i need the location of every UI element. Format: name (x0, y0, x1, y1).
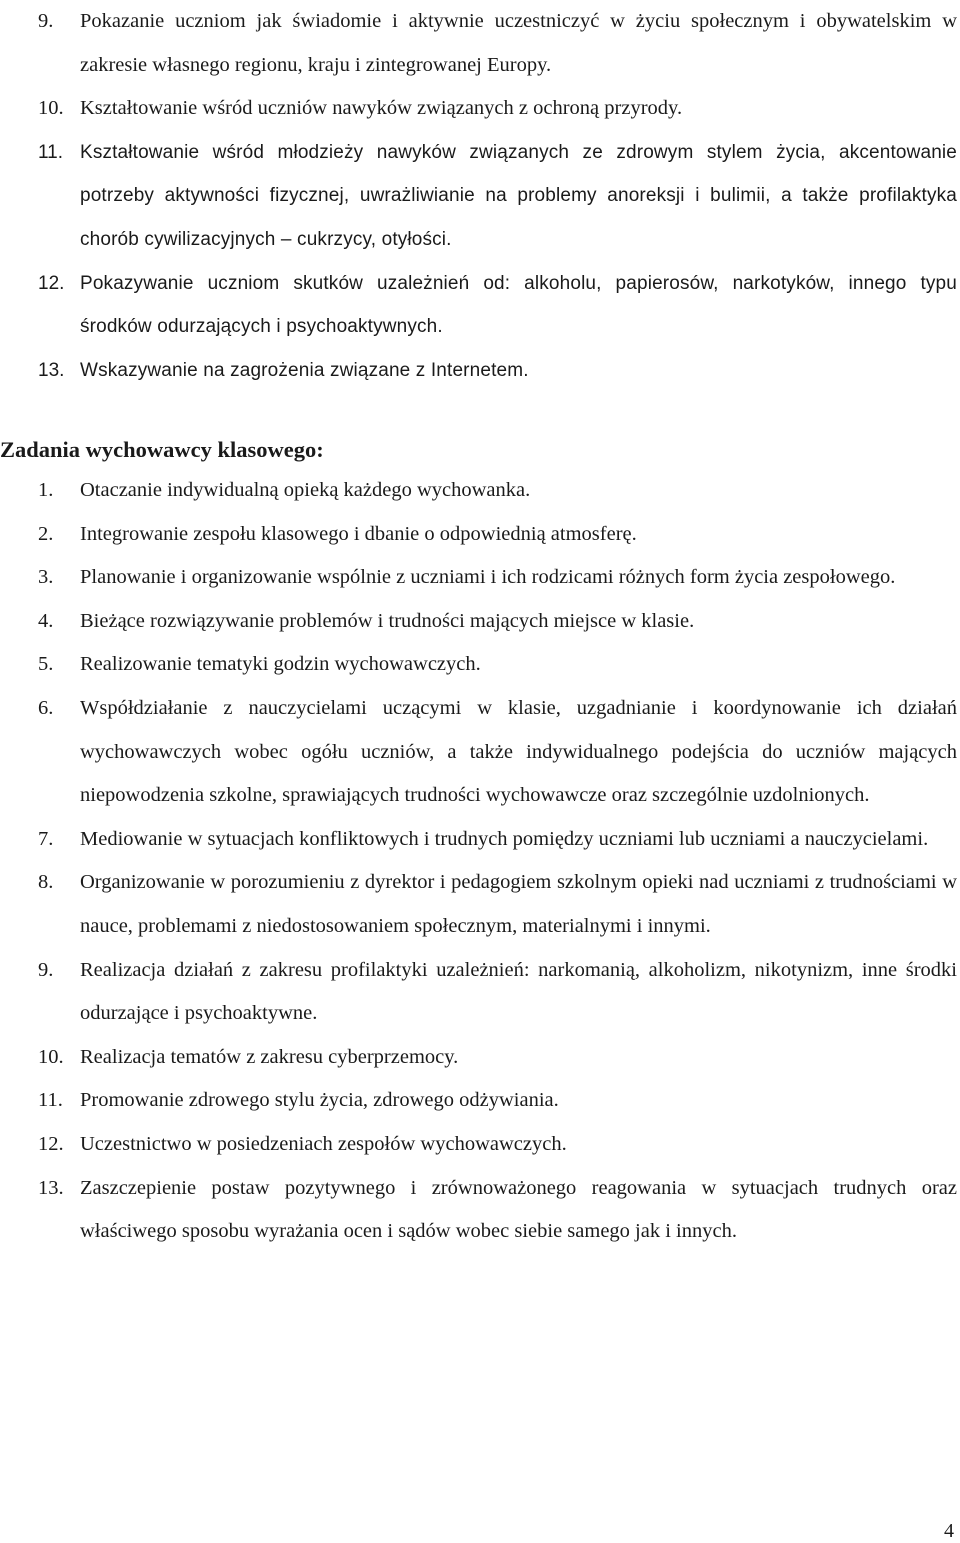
item-number: 10. (38, 97, 64, 120)
item-number: 3. (38, 566, 54, 589)
list-item (0, 1036, 957, 1080)
list-item (0, 349, 957, 393)
item-number: 9. (38, 958, 54, 981)
item-number: 11. (38, 1089, 63, 1112)
item-text: Kształtowanie wśród młodzieży nawyków związanych ze zdrowym stylem życia, akcentowanie potrzeby aktywności fizycznej, uwrażliwianie na problemy anoreksji i bulimii, a także profilaktyka chorób cywilizacyjnych – cukrzycy, otyłości. (80, 141, 957, 250)
item-text: Promowanie zdrowego stylu życia, zdrowego odżywiania. (80, 1089, 559, 1112)
item-text: Pokazanie uczniom jak świadomie i aktywnie uczestniczyć w życiu społecznym i obywatelskim w zakresie własnego regionu, kraju i zintegrowanej Europy. (80, 10, 957, 76)
item-text: Planowanie i organizowanie wspólnie z uczniami i ich rodzicami różnych form życia zespołowego. (80, 566, 896, 589)
goals-list (0, 0, 960, 392)
list-item (0, 1167, 957, 1254)
list-item (0, 1123, 957, 1167)
list-item (0, 600, 957, 644)
item-number: 13. (38, 1176, 64, 1199)
item-text: Pokazywanie uczniom skutków uzależnień od: alkoholu, papierosów, narkotyków, innego typu środków odurzających i psychoaktywnych. (80, 272, 957, 338)
teacher-tasks-list (0, 469, 960, 1254)
item-text: Wskazywanie na zagrożenia związane z Internetem. (80, 359, 529, 381)
list-item (0, 262, 957, 349)
list-item (0, 643, 957, 687)
section-heading: Zadania wychowawcy klasowego: (0, 437, 324, 462)
item-text: Integrowanie zespołu klasowego i dbanie o odpowiednią atmosferę. (80, 522, 637, 545)
list-item (0, 513, 957, 557)
item-number: 1. (38, 479, 54, 501)
item-text: Mediowanie w sytuacjach konfliktowych i trudnych pomiędzy uczniami lub uczniami a nauczycielami. (80, 827, 929, 850)
item-text: Współdziałanie z nauczycielami uczącymi w klasie, uzgadnianie i koordynowanie ich działań wychowawczych wobec ogółu uczniów, a także indywidualnego podejścia do uczniów mających niepowodzenia szkolne, sprawiających trudności wychowawcze oraz szczególnie uzdolnionych. (80, 696, 957, 807)
list-item (0, 0, 957, 87)
item-number: 2. (38, 522, 54, 545)
list-item (0, 818, 957, 862)
item-text: Uczestnictwo w posiedzeniach zespołów wychowawczych. (80, 1132, 567, 1155)
item-number: 12. (38, 272, 65, 294)
list-item (0, 131, 957, 262)
item-text: Organizowanie w porozumieniu z dyrektor i pedagogiem szkolnym opieki nad uczniami z trudnościami w nauce, problemami z niedostosowaniem społecznym, materialnymi i innymi. (80, 871, 957, 937)
item-number: 11. (38, 141, 64, 163)
item-number: 7. (38, 827, 54, 850)
list-item (0, 87, 957, 131)
item-text: Bieżące rozwiązywanie problemów i trudności mających miejsce w klasie. (80, 609, 695, 632)
item-text: Otaczanie indywidualną opieką każdego wychowanka. (80, 479, 531, 501)
item-number: 13. (38, 359, 65, 381)
list-item (0, 949, 957, 1036)
item-number: 10. (38, 1045, 64, 1068)
item-text: Realizowanie tematyki godzin wychowawczych. (80, 653, 481, 676)
list-item (0, 861, 957, 948)
list-item (0, 1079, 957, 1123)
item-text: Realizacja tematów z zakresu cyberprzemocy. (80, 1045, 459, 1068)
item-number: 8. (38, 871, 54, 894)
list-item (0, 556, 957, 600)
item-number: 6. (38, 696, 54, 719)
item-number: 9. (38, 10, 54, 32)
item-text: Realizacja działań z zakresu profilaktyki uzależnień: narkomanią, alkoholizm, nikotynizm, inne środki odurzające i psychoaktywne. (80, 958, 957, 1025)
item-number: 12. (38, 1132, 64, 1155)
item-number: 5. (38, 653, 54, 676)
item-text: Zaszczepienie postaw pozytywnego i zrównoważonego reagowania w sytuacjach trudnych oraz właściwego sposobu wyrażania ocen i sądów wobec siebie samego jak i innych. (80, 1176, 957, 1243)
list-item (0, 687, 957, 818)
item-text: Kształtowanie wśród uczniów nawyków związanych z ochroną przyrody. (80, 97, 683, 120)
item-number: 4. (38, 609, 54, 632)
list-item (0, 469, 957, 513)
page-number: 4 (944, 1520, 954, 1542)
